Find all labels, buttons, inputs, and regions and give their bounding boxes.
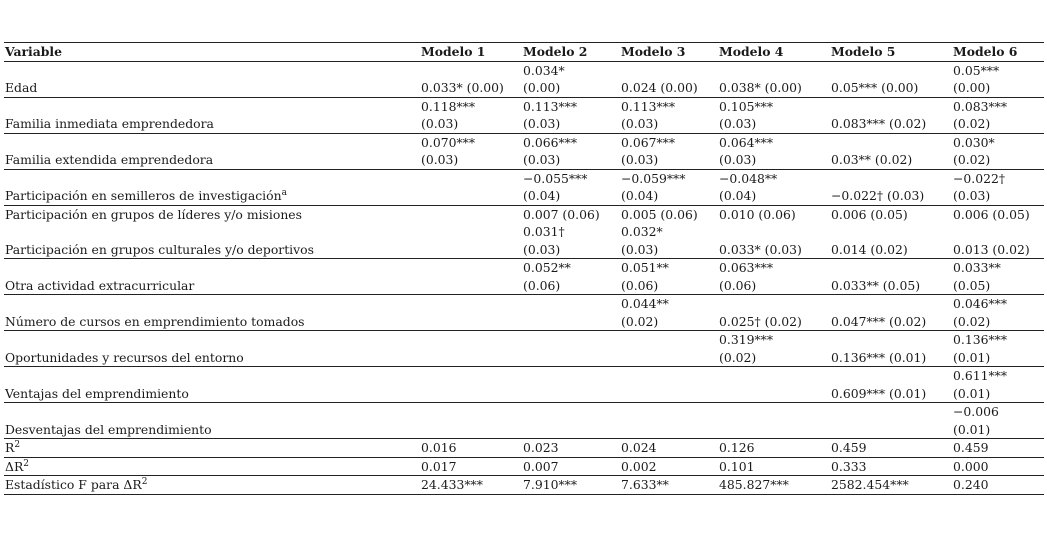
header-modelo-4: Modelo 4 <box>718 43 830 62</box>
cell-modelo-4: 0.063*** (0.06) <box>718 259 830 295</box>
cell-modelo-1 <box>420 367 522 403</box>
row-label-text: ΔR <box>5 458 24 474</box>
row-label <box>4 133 420 169</box>
cell-modelo-1 <box>420 403 522 439</box>
table-row <box>4 295 1044 331</box>
cell-modelo-2 <box>522 367 620 403</box>
row-label-superscript: a <box>281 187 287 198</box>
table-row <box>4 331 1044 367</box>
cell-modelo-2: 0.031† (0.03) <box>522 223 620 259</box>
cell-modelo-1: 0.118*** (0.03) <box>420 97 522 133</box>
cell-modelo-6: 0.006 (0.05) <box>953 206 1030 222</box>
row-label-text: Oportunidades y recursos del entorno <box>5 349 244 365</box>
cell-modelo-2: 0.007 (0.06) <box>523 206 600 222</box>
regression-table <box>4 42 1044 495</box>
row-label <box>4 259 420 295</box>
cell-modelo-6: 0.459 <box>952 439 1044 458</box>
cell-modelo-6: 0.033** (0.05) <box>952 259 1044 295</box>
cell-modelo-2 <box>522 295 620 331</box>
cell-modelo-5: 0.083*** (0.02) <box>830 97 952 133</box>
cell-modelo-5: 0.136*** (0.01) <box>830 331 952 367</box>
cell-modelo-6: 0.000 <box>952 457 1044 476</box>
table-row <box>4 61 1044 97</box>
row-label <box>4 223 420 259</box>
cell-modelo-5: 0.006 (0.05) <box>831 206 908 222</box>
table-row <box>4 476 1044 495</box>
cell-modelo-2 <box>522 403 620 439</box>
cell-modelo-1: 0.070*** (0.03) <box>420 133 522 169</box>
table-row <box>4 97 1044 133</box>
cell-modelo-4: −0.048** (0.04) <box>718 169 830 205</box>
cell-modelo-6: −0.022† (0.03) <box>952 169 1044 205</box>
cell-modelo-2: 7.910*** <box>522 476 620 495</box>
cell-modelo-6: 0.136*** (0.01) <box>952 331 1044 367</box>
row-label-superscript: 2 <box>14 439 21 450</box>
cell-modelo-2: 0.007 <box>522 457 620 476</box>
cell-modelo-3 <box>620 331 718 367</box>
table-row <box>4 367 1044 403</box>
cell-modelo-1: 0.016 <box>420 439 522 458</box>
cell-modelo-3: 0.005 (0.06) <box>621 206 698 222</box>
cell-modelo-3: 7.633** <box>620 476 718 495</box>
cell-modelo-2: 0.113*** (0.03) <box>522 97 620 133</box>
cell-modelo-6: 0.030* (0.02) <box>952 133 1044 169</box>
cell-modelo-4: 0.038* (0.00) <box>718 61 830 97</box>
header-modelo-5: Modelo 5 <box>830 43 952 62</box>
cell-modelo-3: 0.024 (0.00) <box>620 61 718 97</box>
table-row <box>4 439 1044 458</box>
row-label <box>4 205 420 223</box>
cell-modelo-4: 0.105*** (0.03) <box>718 97 830 133</box>
cell-modelo-4: 0.126 <box>718 439 830 458</box>
table-row <box>4 133 1044 169</box>
cell-modelo-3 <box>620 403 718 439</box>
row-label-text: Familia extendida emprendedora <box>5 152 214 167</box>
cell-modelo-3 <box>620 367 718 403</box>
header-modelo-2: Modelo 2 <box>522 43 620 62</box>
row-label-text: Participación en grupos culturales y/o deportivos <box>5 241 314 257</box>
cell-modelo-4: 485.827*** <box>718 476 830 495</box>
row-label <box>4 61 420 97</box>
row-label-text: Participación en semilleros de investigación <box>5 188 282 203</box>
table-row <box>4 205 1044 223</box>
cell-modelo-3: 0.032* (0.03) <box>620 223 718 259</box>
cell-modelo-4: 0.319*** (0.02) <box>718 331 830 367</box>
cell-modelo-1 <box>420 259 522 295</box>
row-label <box>4 97 420 133</box>
cell-modelo-1: 0.033* (0.00) <box>420 61 522 97</box>
cell-modelo-2 <box>522 331 620 367</box>
cell-modelo-5: 0.609*** (0.01) <box>830 367 952 403</box>
cell-modelo-5: 0.014 (0.02) <box>830 223 952 259</box>
cell-modelo-3: 0.113*** (0.03) <box>620 97 718 133</box>
cell-modelo-2: 0.052** (0.06) <box>522 259 620 295</box>
cell-modelo-5: 0.459 <box>830 439 952 458</box>
header-modelo-3: Modelo 3 <box>620 43 718 62</box>
cell-modelo-1 <box>420 223 522 259</box>
row-label <box>4 403 420 439</box>
cell-modelo-5: 0.047*** (0.02) <box>830 295 952 331</box>
table-row <box>4 169 1044 205</box>
cell-modelo-5: −0.022† (0.03) <box>830 169 952 205</box>
cell-modelo-2: 0.023 <box>522 439 620 458</box>
row-label-text: Participación en grupos de líderes y/o misiones <box>5 206 302 222</box>
row-label-text: Estadístico F para ΔR <box>5 477 142 492</box>
cell-modelo-5: 0.333 <box>830 457 952 476</box>
cell-modelo-5: 0.05*** (0.00) <box>830 61 952 97</box>
table-row <box>4 259 1044 295</box>
row-label <box>4 367 420 403</box>
cell-modelo-3: 0.044** (0.02) <box>620 295 718 331</box>
cell-modelo-3: 0.051** (0.06) <box>620 259 718 295</box>
row-label <box>4 331 420 367</box>
cell-modelo-1: 0.017 <box>420 457 522 476</box>
cell-modelo-5: 2582.454*** <box>830 476 952 495</box>
row-label-text: Familia inmediata emprendedora <box>5 116 214 131</box>
row-label-text: Edad <box>5 80 38 95</box>
cell-modelo-1 <box>420 169 522 205</box>
row-label-text: R <box>5 440 15 455</box>
cell-modelo-4: 0.101 <box>718 457 830 476</box>
cell-modelo-6: 0.046*** (0.02) <box>952 295 1044 331</box>
table-row <box>4 457 1044 476</box>
cell-modelo-4: 0.010 (0.06) <box>719 206 796 222</box>
cell-modelo-5 <box>830 403 952 439</box>
cell-modelo-6: 0.05*** (0.00) <box>952 61 1044 97</box>
cell-modelo-1 <box>420 295 522 331</box>
header-variable: Variable <box>4 43 420 62</box>
header-row <box>4 43 1044 62</box>
row-label <box>4 295 420 331</box>
cell-modelo-3: 0.002 <box>620 457 718 476</box>
cell-modelo-3: 0.067*** (0.03) <box>620 133 718 169</box>
table-body <box>4 61 1044 494</box>
cell-modelo-6: 0.240 <box>952 476 1044 495</box>
header-modelo-6: Modelo 6 <box>952 43 1044 62</box>
cell-modelo-6: −0.006 (0.01) <box>952 403 1044 439</box>
cell-modelo-3: −0.059*** (0.04) <box>620 169 718 205</box>
row-label <box>4 169 420 205</box>
cell-modelo-6: 0.611*** (0.01) <box>952 367 1044 403</box>
row-label-superscript: 2 <box>23 458 30 469</box>
cell-modelo-1: 24.433*** <box>420 476 522 495</box>
row-label-text: Número de cursos en emprendimiento tomados <box>5 313 305 329</box>
cell-modelo-4: 0.025† (0.02) <box>718 295 830 331</box>
cell-modelo-5: 0.033** (0.05) <box>830 259 952 295</box>
header-modelo-1: Modelo 1 <box>420 43 522 62</box>
cell-modelo-4 <box>718 403 830 439</box>
cell-modelo-4: 0.033* (0.03) <box>718 223 830 259</box>
cell-modelo-4: 0.064*** (0.03) <box>718 133 830 169</box>
cell-modelo-4 <box>718 367 830 403</box>
cell-modelo-3: 0.024 <box>620 439 718 458</box>
cell-modelo-6: 0.013 (0.02) <box>952 223 1044 259</box>
row-label-superscript: 2 <box>141 476 148 487</box>
cell-modelo-1 <box>420 331 522 367</box>
row-label <box>4 439 420 458</box>
table-row <box>4 403 1044 439</box>
row-label-text: Desventajas del emprendimiento <box>5 421 212 437</box>
row-label <box>4 476 420 495</box>
cell-modelo-2: 0.066*** (0.03) <box>522 133 620 169</box>
table-row <box>4 223 1044 259</box>
cell-modelo-5: 0.03** (0.02) <box>830 133 952 169</box>
row-label-text: Ventajas del emprendimiento <box>5 385 189 401</box>
cell-modelo-1 <box>420 205 522 223</box>
cell-modelo-2: −0.055*** (0.04) <box>522 169 620 205</box>
row-label-text: Otra actividad extracurricular <box>5 277 195 293</box>
cell-modelo-2: 0.034* (0.00) <box>522 61 620 97</box>
cell-modelo-6: 0.083*** (0.02) <box>952 97 1044 133</box>
row-label <box>4 457 420 476</box>
